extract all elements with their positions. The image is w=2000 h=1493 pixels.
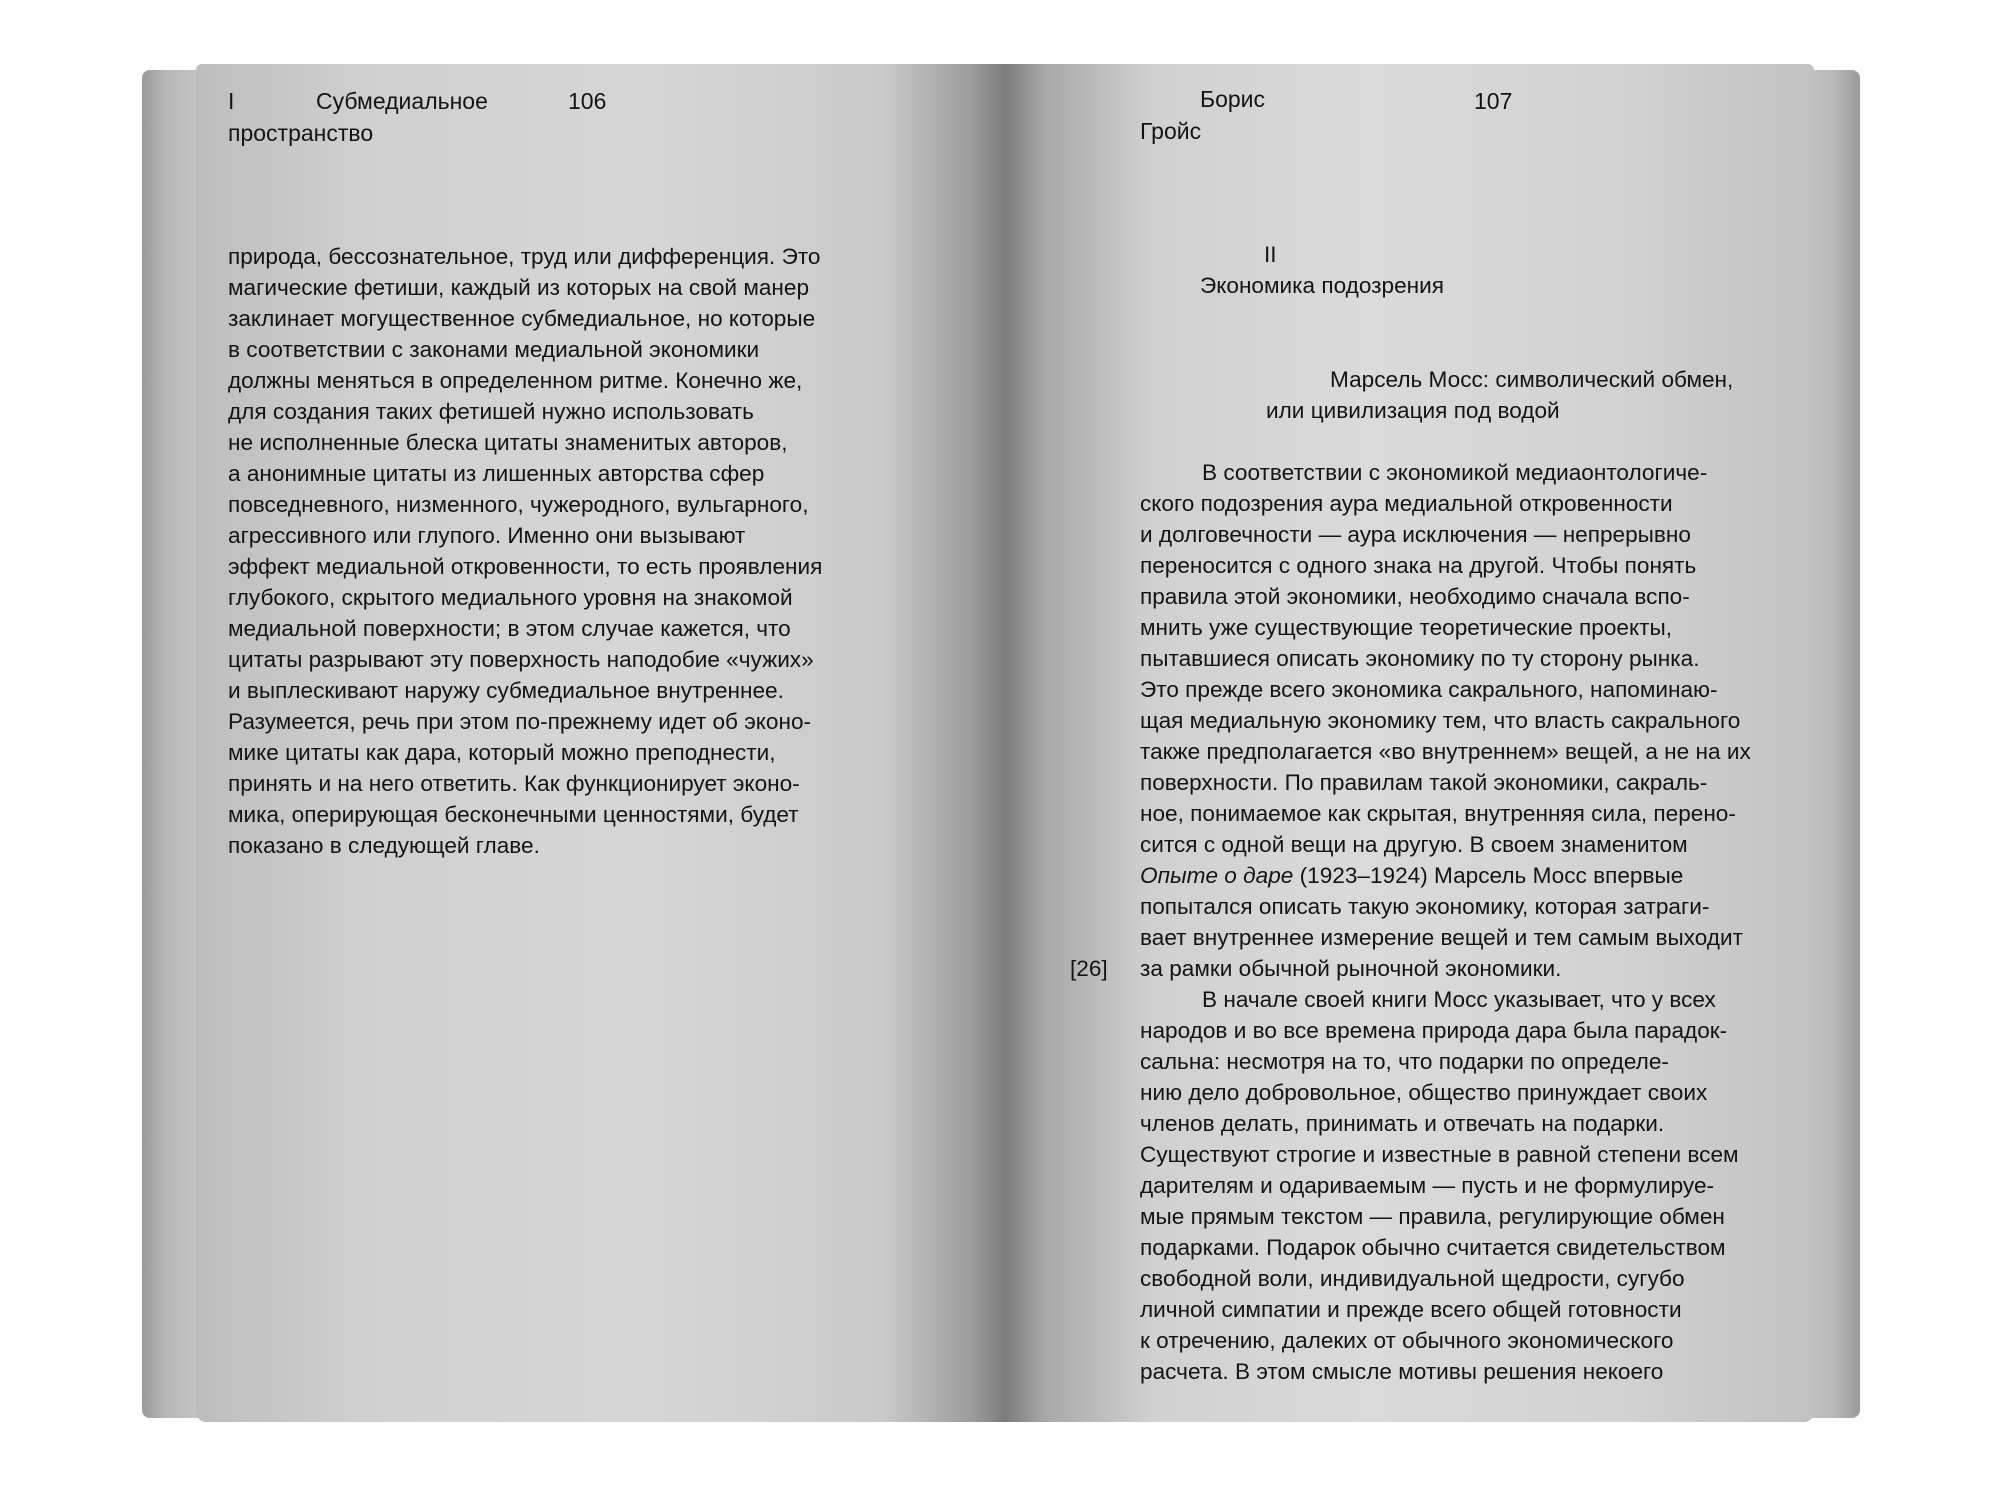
text-line: агрессивного или глупого. Именно они вызывают (228, 523, 746, 548)
text-line: В соответствии с экономикой медиаонтологиче- (1202, 460, 1708, 485)
text-line: поверхности. По правилам такой экономики, сакраль- (1140, 770, 1708, 795)
text-line: попытался описать такую экономику, которая затраги- (1140, 894, 1710, 919)
section-subtitle-line1: Марсель Мосс: символический обмен, (1330, 367, 1734, 392)
body-text (1140, 457, 1751, 1387)
author-first-name: Борис (1200, 86, 1266, 112)
text-line: щая медиальную экономику тем, что власть сакрального (1140, 708, 1741, 733)
text-line: мые прямым текстом — правила, регулирующие обмен (1140, 1204, 1725, 1229)
text-line: в соответствии с законами медиальной экономики (228, 337, 760, 362)
text-line: членов делать, принимать и отвечать на подарки. (1140, 1111, 1665, 1136)
text-line: ского подозрения аура медиальной откровенности (1140, 491, 1673, 516)
text-line: свободной воли, индивидуальной щедрости, сугубо (1140, 1266, 1685, 1291)
text-line: ное, понимаемое как скрытая, внутренняя сила, перено- (1140, 801, 1736, 826)
text-line: магические фетиши, каждый из которых на свой манер (228, 275, 810, 300)
left-page-edges (142, 70, 204, 1418)
text-line: мика, оперирующая бесконечными ценностями, будет (228, 802, 799, 827)
text-line: для создания таких фетишей нужно использовать (228, 399, 754, 424)
text-line: не исполненные блеска цитаты знаменитых авторов, (228, 430, 788, 455)
margin-note: [26] (1070, 956, 1108, 981)
text-line: к отречению, далеких от обычного экономического (1140, 1328, 1674, 1353)
section-subtitle-line2: или цивилизация под водой (1266, 398, 1560, 423)
text-line: личной симпатии и прежде всего общей готовности (1140, 1297, 1682, 1322)
text-line: народов и во все времена природа дара была парадок- (1140, 1018, 1728, 1043)
text-line: переносится с одного знака на другой. Чтобы понять (1140, 553, 1697, 578)
text-line: правила этой экономики, необходимо сначала вспо- (1140, 584, 1690, 609)
text-line: глубокого, скрытого медиального уровня на знакомой (228, 585, 793, 610)
text-line: Это прежде всего экономика сакрального, напоминаю- (1140, 677, 1718, 702)
text-line: сальна: несмотря на то, что подарки по определе- (1140, 1049, 1669, 1074)
text-line: природа, бессознательное, труд или дифференция. Это (228, 244, 821, 269)
text-line: должны меняться в определенном ритме. Конечно же, (228, 368, 803, 393)
text-line: мнить уже существующие теоретические проекты, (1140, 615, 1672, 640)
author-last-name: Гройс (1140, 118, 1202, 144)
text-line: а анонимные цитаты из лишенных авторства сфер (228, 461, 765, 486)
text-line: повседневного, низменного, чужеродного, вульгарного, (228, 492, 809, 517)
text-span: (1923–1924) Марсель Мосс впервые (1293, 863, 1684, 888)
text-line: эффект медиальной откровенности, то есть проявления (228, 554, 823, 579)
text-line: цитаты разрывают эту поверхность наподобие «чужих» (228, 647, 814, 672)
right-page (1004, 64, 1814, 1422)
text-line: и долговечности — аура исключения — непрерывно (1140, 522, 1691, 547)
chapter-title: Экономика подозрения (1200, 273, 1444, 298)
left-page (196, 64, 1004, 1422)
page-number: 107 (1474, 88, 1513, 114)
page-number: 106 (568, 88, 607, 114)
text-line: медиальной поверхности; в этом случае кажется, что (228, 616, 791, 641)
running-head-title-line2: пространство (228, 120, 374, 146)
text-line: за рамки обычной рыночной экономики. (1140, 956, 1562, 981)
running-head-title-line1: Субмедиальное (316, 88, 488, 114)
text-line: сится с одной вещи на другую. В своем знаменитом (1140, 832, 1688, 857)
text-line: мике цитаты как дара, который можно преподнести, (228, 740, 776, 765)
text-line: Существуют строгие и известные в равной степени всем (1140, 1142, 1739, 1167)
text-line: Разумеется, речь при этом по-прежнему идет об эконо- (228, 709, 812, 734)
text-line: В начале своей книги Мосс указывает, что у всех (1202, 987, 1716, 1012)
text-line: дарителям и одариваемым — пусть и не формулируе- (1140, 1173, 1715, 1198)
text-line: подарками. Подарок обычно считается свидетельством (1140, 1235, 1726, 1260)
text-line: принять и на него ответить. Как функционирует эконо- (228, 771, 800, 796)
italic-book-title: Опыте о даре (1140, 863, 1294, 888)
text-line: и выплескивают наружу субмедиальное внутреннее. (228, 678, 784, 703)
text-line: пытавшиеся описать экономику по ту сторону рынка. (1140, 646, 1700, 671)
text-line: заклинает могущественное субмедиальное, но которые (228, 306, 816, 331)
body-text (228, 241, 822, 861)
text-line: расчета. В этом смысле мотивы решения некоего (1140, 1359, 1664, 1384)
text-line: показано в следующей главе. (228, 833, 540, 858)
section-marker: I (228, 88, 235, 114)
text-line: также предполагается «во внутреннем» вещей, а не на их (1140, 739, 1751, 764)
chapter-number: II (1264, 242, 1277, 267)
text-line: нию дело добровольное, общество принуждает своих (1140, 1080, 1708, 1105)
text-line (1140, 860, 1751, 891)
text-line: вает внутреннее измерение вещей и тем самым выходит (1140, 925, 1743, 950)
